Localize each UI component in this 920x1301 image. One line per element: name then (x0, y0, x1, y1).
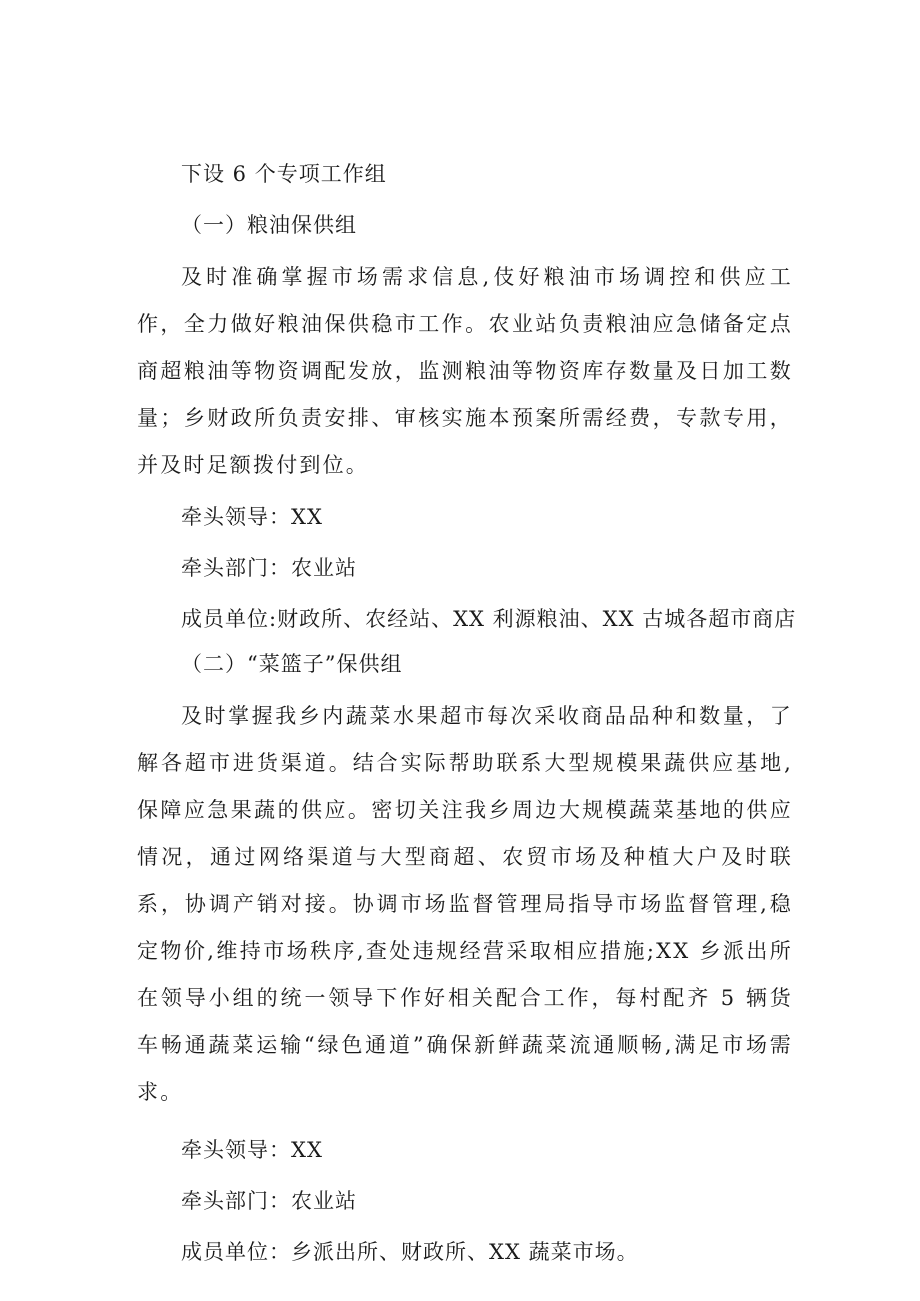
intro-line: 下设 6 个专项工作组 (181, 162, 387, 186)
section-1-leader: 牵头领导：XX (181, 505, 323, 529)
section-2-body: 及时掌握我乡内蔬菜水果超市每次采收商品品种和数量，了解各超市进货渠道。结合实际帮助联系大型规模果蔬供应基地,保障应急果蔬的供应。密切关注我乡周边大规模蔬菜基地的供应情况，通过网络渠道与大型商超、农贸市场及种植大户及时联系，协调产销对接。协调市场监督管理局指导市场监督管理,稳定物价,维持市场秩序,查处违规经营采取相应措施;XX 乡派出所在领导小组的统一领导下作好相关配合工作，每村配齐 5 辆货车畅通蔬菜运输“绿色通道”确保新鲜蔬菜流通顺畅,满足市场需求。 (137, 704, 793, 1104)
section-1-heading: （一）粮油保供组 (181, 213, 357, 237)
section-2-heading: （二）“菜篮子”保供组 (181, 652, 403, 676)
section-1-body: 及时准确掌握市场需求信息,伎好粮油市场调控和供应工作，全力做好粮油保供稳市工作。农业站负责粮油应急储备定点商超粮油等物资调配发放，监测粮油等物资库存数量及日加工数量；乡财政所负责安排、审核实施本预案所需经费，专款专用，并及时足额拨付到位。 (137, 265, 793, 477)
section-2-department: 牵头部门：农业站 (181, 1189, 357, 1213)
section-2-members: 成员单位：乡派出所、财政所、XX 蔬菜市场。 (181, 1240, 639, 1264)
section-2-leader: 牵头领导：XX (181, 1138, 323, 1162)
document-content (137, 152, 797, 1275)
section-1-department: 牵头部门：农业站 (181, 556, 357, 580)
section-1-members: 成员单位:财政所、农经站、XX 利源粮油、XX 古城各超市商店 (181, 607, 797, 631)
